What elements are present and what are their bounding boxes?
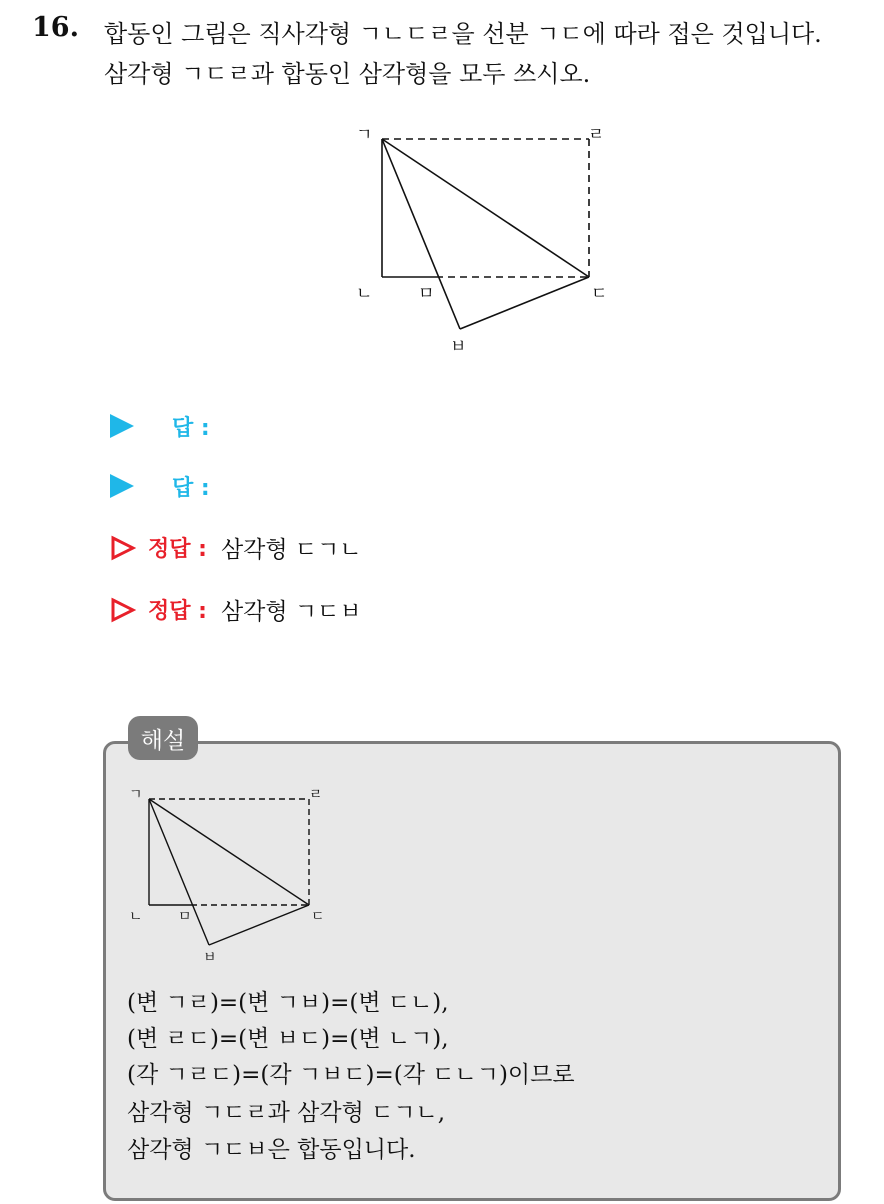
answer-row-2 [110, 469, 224, 503]
play-triangle-icon [110, 474, 134, 498]
solution-figure [0, 760, 884, 970]
solution-vertex-label-m: ㅁ [178, 909, 192, 925]
vertex-label-n: ㄴ [356, 284, 373, 304]
solution-vertex-label-r: ㄹ [309, 787, 323, 803]
outline-triangle-icon [110, 597, 136, 623]
solution-tab: 해설 [128, 716, 198, 760]
answer-label: 답 : [172, 415, 210, 441]
answer-row-1 [110, 409, 224, 443]
question-text-line-2: 삼각형 ㄱㄷㄹ과 합동인 삼각형을 모두 쓰시오. [104, 60, 591, 88]
correct-answer-label: 정답 : [148, 598, 207, 624]
solution-line-4: 삼각형 ㄱㄷㄹ과 삼각형 ㄷㄱㄴ, [127, 1100, 446, 1126]
solution-vertex-label-g: ㄱ [129, 787, 143, 803]
figure-diagonal-g-d [382, 139, 589, 277]
vertex-label-b: ㅂ [450, 337, 467, 357]
vertex-label-m: ㅁ [418, 284, 435, 304]
question-number: 16. [32, 12, 79, 43]
answer-label: 답 : [172, 475, 210, 501]
folded-rectangle-figure [0, 0, 884, 380]
correct-answer-value: 삼각형 ㄷㄱㄴ [220, 536, 362, 563]
solution-line-3: (각 ㄱㄹㄷ)=(각 ㄱㅂㄷ)=(각 ㄷㄴㄱ)이므로 [127, 1062, 575, 1088]
outline-triangle-icon [110, 535, 136, 561]
solution-line-5: 삼각형 ㄱㄷㅂ은 합동입니다. [127, 1137, 416, 1163]
vertex-label-d: ㄷ [591, 284, 608, 304]
solution-line-2: (변 ㄹㄷ)=(변 ㅂㄷ)=(변 ㄴㄱ), [127, 1026, 449, 1052]
figure-edge-b-d [460, 277, 589, 329]
vertex-label-r: ㄹ [588, 125, 605, 145]
solution-vertex-label-d: ㄷ [311, 909, 325, 925]
vertex-label-g: ㄱ [356, 125, 373, 145]
solution-line-1: (변 ㄱㄹ)=(변 ㄱㅂ)=(변 ㄷㄴ), [127, 990, 449, 1016]
correct-answer-row-2 [110, 592, 362, 626]
correct-answer-value: 삼각형 ㄱㄷㅂ [220, 598, 362, 625]
question-text-line-1: 합동인 그림은 직사각형 ㄱㄴㄷㄹ을 선분 ㄱㄷ에 따라 접은 것입니다. [104, 20, 822, 48]
correct-answer-label: 정답 : [148, 536, 207, 562]
solution-vertex-label-b: ㅂ [203, 950, 217, 966]
play-triangle-icon [110, 414, 134, 438]
correct-answer-row-1 [110, 530, 362, 564]
solution-vertex-label-n: ㄴ [129, 909, 143, 925]
